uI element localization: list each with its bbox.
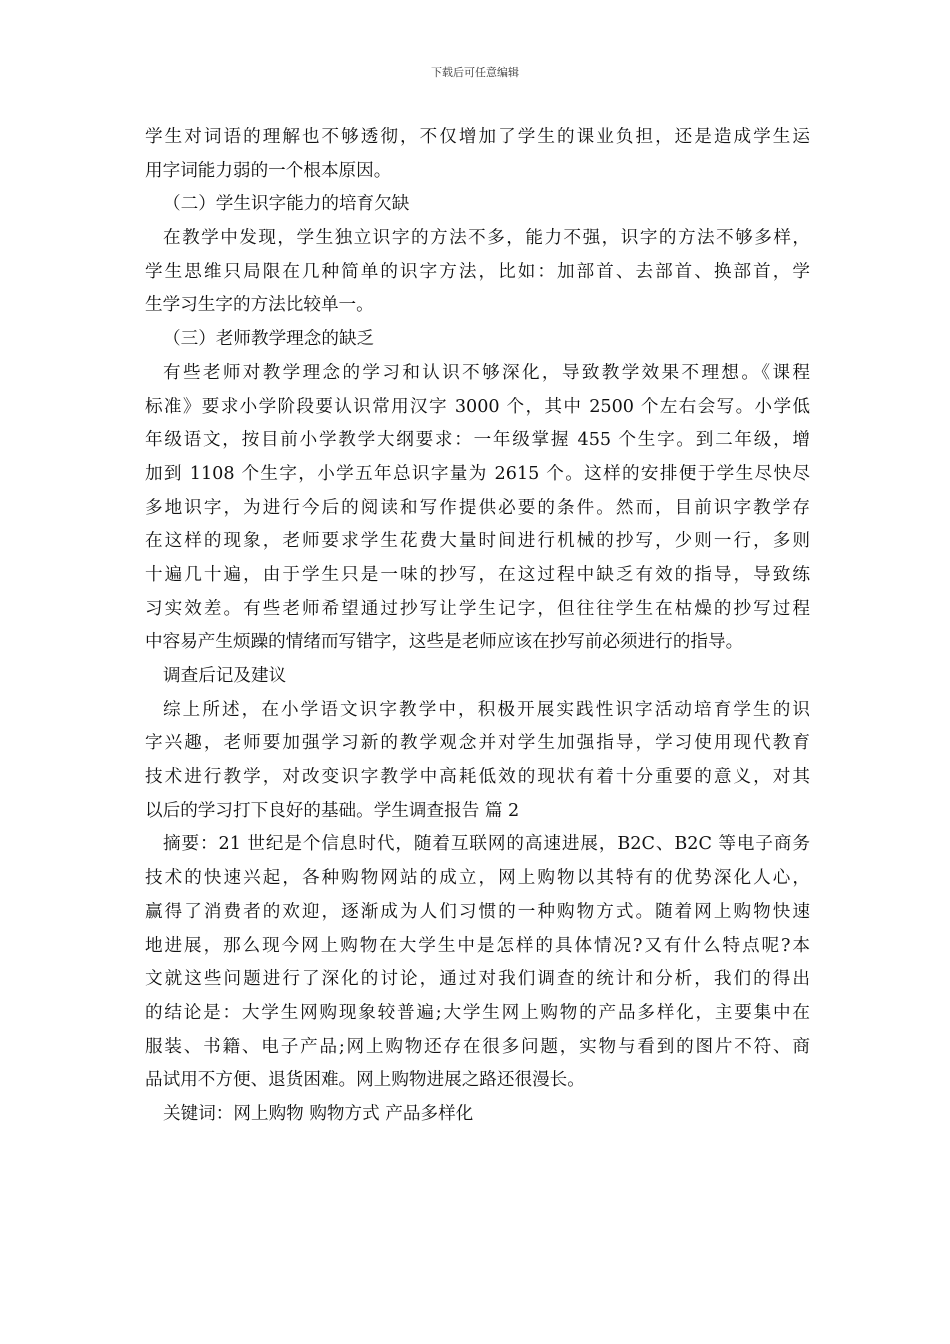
body-line: 技术进行教学，对改变识字教学中高耗低效的现状有着十分重要的意义，对其 — [145, 767, 810, 788]
body-line: 文就这些问题进行了深化的讨论，通过对我们调查的统计和分析，我们的得出 — [145, 969, 810, 990]
section-heading: （三）老师教学理念的缺乏 — [163, 329, 375, 350]
body-line: 习实效差。有些老师希望通过抄写让学生记字，但往往学生在枯燥的抄写过程 — [145, 598, 810, 619]
body-line: 学生对词语的理解也不够透彻，不仅增加了学生的课业负担，还是造成学生运 — [145, 127, 810, 147]
body-line: 生学习生字的方法比较单一。 — [145, 295, 374, 316]
body-line: 服装、书籍、电子产品;网上购物还存在很多问题，实物与看到的图片不符、商 — [145, 1036, 810, 1057]
body-line: 品试用不方便、退货困难。网上购物进展之路还很漫长。 — [145, 1070, 585, 1091]
document-body — [145, 121, 810, 1132]
body-line: 综上所述，在小学语文识字教学中，积极开展实践性识字活动培育学生的识 — [163, 699, 810, 720]
keywords-line: 关键词：网上购物 购物方式 产品多样化 — [163, 1103, 474, 1124]
body-line: 年级语文，按目前小学教学大纲要求：一年级掌握 455 个生字。到二年级，增 — [145, 430, 810, 451]
body-line: 字兴趣，老师要加强学习新的教学观念并对学生加强指导，学习使用现代教育 — [145, 733, 810, 754]
body-line: 多地识字，为进行今后的阅读和写作提供必要的条件。然而，目前识字教学存 — [145, 497, 810, 518]
section-heading: （二）学生识字能力的培育欠缺 — [163, 194, 410, 215]
body-line: 在教学中发现，学生独立识字的方法不多，能力不强，识字的方法不够多样， — [163, 228, 810, 249]
body-line: 加到 1108 个生字，小学五年总识字量为 2615 个。这样的安排便于学生尽快尽 — [145, 463, 810, 484]
body-line: 中容易产生烦躁的情绪而写错字，这些是老师应该在抄写前必须进行的指导。 — [145, 632, 744, 653]
body-line: 有些老师对教学理念的学习和认识不够深化，导致教学效果不理想。《课程 — [163, 362, 810, 383]
section-heading: 调查后记及建议 — [163, 666, 287, 686]
body-line: 地进展，那么现今网上购物在大学生中是怎样的具体情况?又有什么特点呢?本 — [145, 935, 810, 956]
body-line: 以后的学习打下良好的基础。学生调查报告 篇 2 — [145, 800, 520, 821]
body-line: 赢得了消费者的欢迎，逐渐成为人们习惯的一种购物方式。随着网上购物快速 — [145, 901, 810, 922]
body-line: 用字词能力弱的一个根本原因。 — [145, 160, 392, 181]
body-line: 在这样的现象，老师要求学生花费大量时间进行机械的抄写，少则一行，多则 — [145, 531, 810, 552]
body-line: 标准》要求小学阶段要认识常用汉字 3000 个，其中 2500 个左右会写。小学低 — [145, 396, 810, 417]
body-line: 摘要：21 世纪是个信息时代，随着互联网的高速进展，B2C、B2C 等电子商务 — [163, 834, 810, 855]
page-header: 下载后可任意编辑 — [431, 66, 519, 79]
body-line: 技术的快速兴起，各种购物网站的成立，网上购物以其特有的优势深化人心， — [145, 868, 810, 889]
body-line: 十遍几十遍，由于学生只是一味的抄写，在这过程中缺乏有效的指导，导致练 — [145, 564, 810, 585]
body-line: 学生思维只局限在几种简单的识字方法，比如：加部首、去部首、换部首，学 — [145, 261, 810, 282]
body-line: 的结论是：大学生网购现象较普遍;大学生网上购物的产品多样化，主要集中在 — [145, 1002, 810, 1023]
